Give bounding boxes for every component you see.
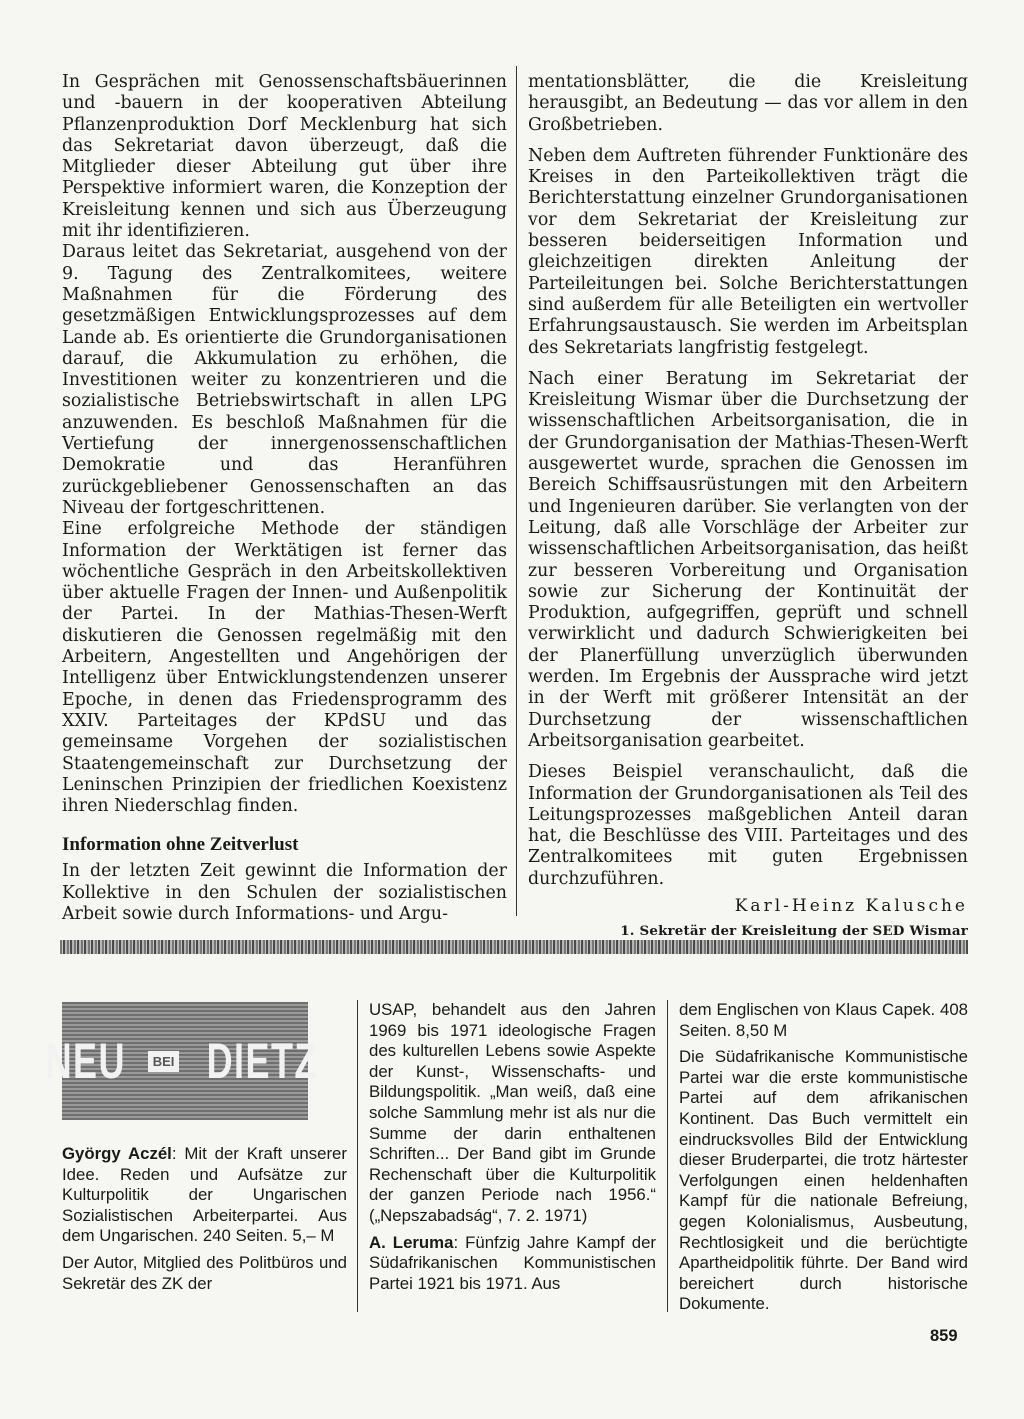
book-notice-column-1 [62, 1144, 347, 1294]
book-entry-text: dem Englischen von Klaus Capek. 408 Seiten. 8,50 M [679, 1000, 968, 1040]
article-left-column [62, 72, 507, 925]
page-number: 859 [930, 1327, 958, 1345]
book-description: Der Autor, Mitglied des Politbüros und Sekretär des ZK der [62, 1252, 347, 1293]
logo-word-bei: BEI [148, 1051, 180, 1072]
column-divider [516, 66, 517, 916]
book-notice-column-3 [679, 1000, 968, 1315]
book-author: György Aczél [62, 1144, 172, 1163]
logo-word-neu: NEU [45, 1033, 127, 1089]
section-separator-band [60, 940, 968, 954]
book-entry [369, 1233, 656, 1295]
article-paragraph: Neben dem Auftreten führender Funktionäre des Kreises in den Parteikollektiven trägt die Berichterstattung einzelner Grundorganisationen vor dem Sekretariat der Kreisleitung zur besseren beiderseitigen Information und gleichzeitigen direkten Anleitung der Parteileitungen bei. Solche Berichterstattungen sind außerdem für alle Beteiligten ein wertvoller Erfahrungsaustausch. Sie werden im Arbeitsplan des Sekretariats langfristig festgelegt. [528, 145, 968, 358]
neu-bei-dietz-logo [45, 1002, 319, 1120]
column-divider [667, 1000, 668, 1312]
author-signature: Karl-Heinz Kalusche [734, 895, 968, 916]
book-author: A. Leruma [369, 1232, 454, 1252]
section-heading: Information ohne Zeitverlust [62, 834, 299, 856]
book-entry-text: : Mit der Kraft unserer Idee. Reden und Aufsätze zur Kulturpolitik der Ungarischen Sozialistischen Arbeiterpartei. Aus dem Ungarischen. 240 Seiten. 5,– M [62, 1144, 347, 1246]
book-description: USAP, behandelt aus den Jahren 1969 bis 1971 ideologische Fragen des kulturellen Lebens sowie Aspekte der Kunst-, Wissenschafts- und Bildungspolitik. „Man weiß, daß eine solche Sammlung mehr ist als nur die Summe der darin enthaltenen Schriften... Der Band gibt im Grunde Rechenschaft über die Kulturpolitik der ganzen Periode nach 1956.“ („Nepszabadság“, 7. 2. 1971) [369, 1000, 656, 1225]
article-paragraph: In Gesprächen mit Genossenschaftsbäuerinnen und -bauern in der kooperativen Abteilung Pflanzenproduktion Dorf Mecklenburg hat sich das Sekretariat davon überzeugt, daß die Mitglieder dieser Abteilung gut über ihre Perspektive informiert waren, die Konzeption der Kreisleitung kennen und sich aus Überzeugung mit ihr identifizieren. [62, 72, 507, 242]
article-paragraph: In der letzten Zeit gewinnt die Information der Kollektive in den Schulen der sozialistischen Arbeit sowie durch Informations- und Argu- [62, 861, 507, 924]
article-paragraph: mentationsblätter, die die Kreisleitung herausgibt, an Bedeutung — das vor allem in den Großbetrieben. [528, 72, 968, 135]
article-paragraph: Daraus leitet das Sekretariat, ausgehend von der 9. Tagung des Zentralkomitees, weitere Maßnahmen für die Förderung des gesetzmäßigen Entwicklungsprozesses auf dem Lande ab. Es orientierte die Grundorganisationen darauf, die Akkumulation zu erhöhen, die Investitionen weiter zu konzentrieren und die sozialistische Betriebswirtschaft in allen LPG anzuwenden. Es beschloß Maßnahmen für die Vertiefung der innergenossenschaftlichen Demokratie und das Heranführen zurückgebliebener Genossenschaften an das Niveau der fortgeschrittenen. [62, 242, 507, 518]
column-divider [357, 1000, 358, 1312]
article-paragraph: Eine erfolgreiche Methode der ständigen Information der Werktätigen ist ferner das wöchentliche Gespräch in den Arbeitskollektiven über aktuelle Fragen der Innen- und Außenpolitik der Partei. In der Mathias-Thesen-Werft diskutieren die Genossen regelmäßig mit den Arbeitern, Angestellten und Angehörigen der Intelligenz über Entwicklungstendenzen unserer Epoche, in denen das Friedensprogramm des XXIV. Parteitages der KPdSU und das gemeinsame Vorgehen der sozialistischen Staatengemeinschaft zur Durchsetzung der Leninschen Prinzipien der friedlichen Koexistenz ihren Niederschlag finden. [62, 519, 507, 817]
logo-word-dietz: DIETZ [207, 1033, 319, 1089]
book-entry [62, 1144, 347, 1247]
author-role: 1. Sekretär der Kreisleitung der SED Wismar [620, 923, 968, 940]
article-right-column [528, 72, 968, 943]
article-paragraph: Nach einer Beratung im Sekretariat der Kreisleitung Wismar über die Durchsetzung der wissenschaftlichen Arbeitsorganisation, die in der Grundorganisation der Mathias-Thesen-Werft ausgewertet wurde, sprachen die Genossen im Bereich Schiffsausrüstungen mit den Arbeitern und Ingenieuren darüber. Sie verlangten von der Leitung, daß alle Vorschläge der Arbeiter zur wissenschaftlichen Arbeitsorganisation, das heißt zur besseren Vorbereitung und Organisation sowie zur Sicherung der Kontinuität der Produktion, aufgegriffen, geprüft und schnell verwirklicht und dadurch Schwierigkeiten bei der Planerfüllung unverzüglich überwunden werden. Im Ergebnis der Aussprache wird jetzt in der Werft mit größerer Intensität an der Durchsetzung der wissenschaftlichen Arbeitsorganisation gearbeitet. [528, 368, 968, 751]
book-notice-column-2 [369, 1000, 656, 1294]
book-entry-text: : Fünfzig Jahre Kampf der Südafrikanischen Kommunistischen Partei 1921 bis 1971. Aus [369, 1232, 656, 1293]
book-description: Die Südafrikanische Kommunistische Partei war die erste kommunistische Partei auf dem afrikanischen Kontinent. Das Buch vermittelt ein eindrucksvolles Bild der Entwicklung dieser Bruderpartei, die trotz härtester Verfolgungen einen heldenhaften Kampf für die nationale Befreiung, gegen Kolonialismus, Ausbeutung, Rechtlosigkeit und die berüchtigte Apartheidpolitik führte. Der Band wird bereichert durch historische Dokumente. [679, 1047, 968, 1314]
article-paragraph: Dieses Beispiel veranschaulicht, daß die Information der Grundorganisationen als Teil des Leitungsprozesses maßgeblichen Anteil daran hat, die Beschlüsse des VIII. Parteitages und des Zentralkomitees mit guten Ergebnissen durchzuführen. [528, 762, 968, 889]
